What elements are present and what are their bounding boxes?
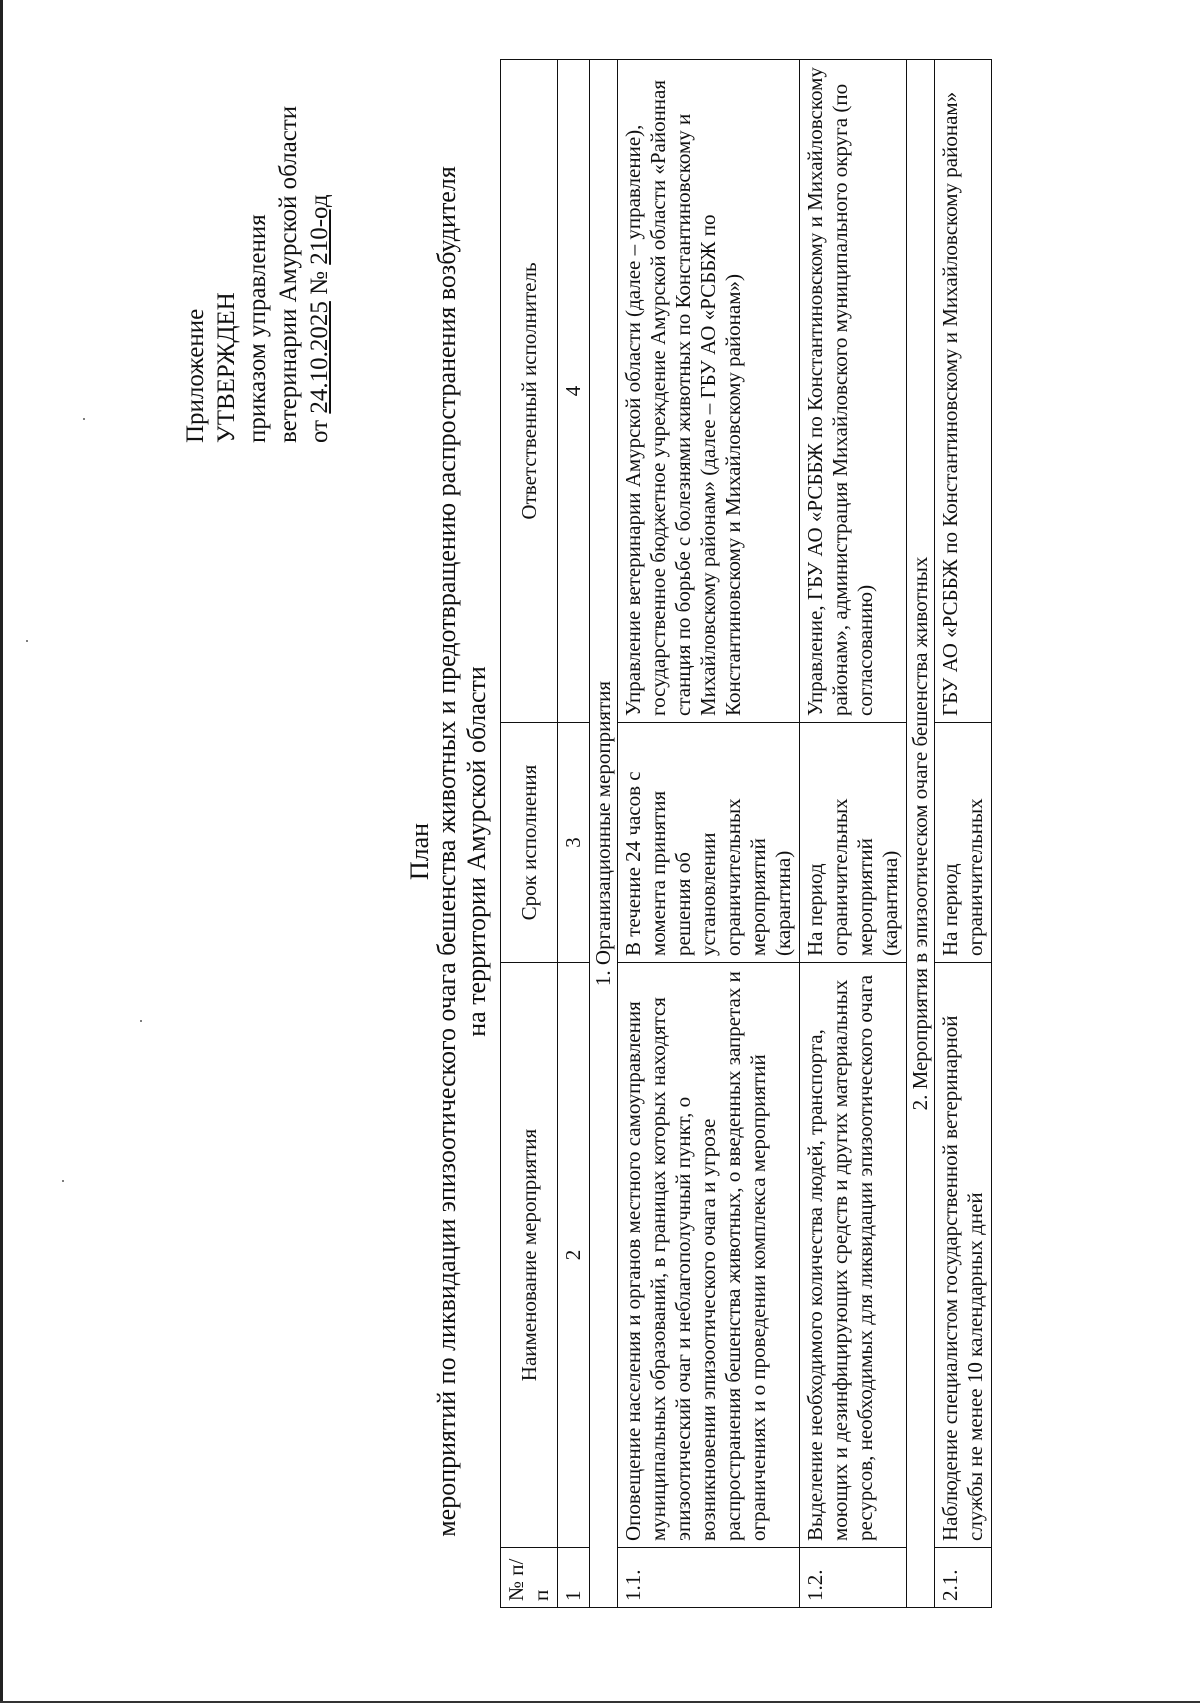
row-term: На период ограничительных мероприятий (карантина): [800, 723, 907, 963]
table-header-row: [501, 60, 558, 1608]
row-term: В течение 24 часов с момента принятия решения об установлении ограничительных мероприятий (карантина): [618, 723, 800, 963]
row-name: Наблюдение специалистом государственной ветеринарной службы не менее 10 календарных дней: [935, 963, 992, 1548]
approval-date: 24.10.2025: [306, 301, 333, 414]
approval-number: 210-од: [306, 194, 333, 265]
table-row: [935, 60, 992, 1608]
plan-subtitle-2: на территории Амурской области: [462, 666, 491, 1037]
section-title: 1. Организационные мероприятия: [590, 60, 618, 1608]
row-executor: ГБУ АО «РСББЖ по Константиновскому и Михайловскому районам»: [935, 60, 992, 723]
table-row: [800, 60, 907, 1608]
section-title: 2. Мероприятия в эпизоотическом очаге бешенства животных: [907, 60, 935, 1608]
row-number: 1.1.: [618, 1548, 800, 1608]
approval-line: ветеринарии Амурской области: [275, 105, 302, 443]
col-number-cell: 3: [558, 723, 590, 963]
col-number-cell: 1: [558, 1548, 590, 1608]
col-number-cell: 4: [558, 60, 590, 723]
row-executor: Управление, ГБУ АО «РСББЖ по Константиновскому и Михайловскому районам», администрация Михайловского муниципального округа (по согласованию): [800, 60, 907, 723]
row-number: 1.2.: [800, 1548, 907, 1608]
row-number: 2.1.: [935, 1548, 992, 1608]
table-colnum-row: [558, 60, 590, 1608]
row-term: На период ограничительных: [935, 723, 992, 963]
date-prefix: от: [306, 413, 333, 443]
col-number-cell: 2: [558, 963, 590, 1548]
approval-block: [180, 106, 335, 443]
section-row: [590, 60, 618, 1608]
row-executor: Управление ветеринарии Амурской области (далее – управление), государственное бюджетное учреждение Амурской области «Районная станция по борьбе с болезнями животных по Константиновскому и Михайловскому районам» (далее – ГБУ АО «РСББЖ по Константиновскому и Михайловскому районам»): [618, 60, 800, 723]
plan-subtitle: мероприятий по ликвидации эпизоотического очага бешенства животных и предотвращению распространения возбудителя: [432, 166, 461, 1537]
section-row: [907, 60, 935, 1608]
number-prefix: №: [306, 264, 333, 302]
plan-table: [500, 59, 992, 1608]
table-header-cell: Срок исполнения: [501, 723, 558, 963]
table-header-cell: № п/п: [501, 1548, 558, 1608]
row-name: Оповещение населения и органов местного самоуправления муниципальных образований, в границах которых находятся эпизоотический очаг и неблагополучный пункт, о возникновении эпизоотического очага и угрозе распространения бешенства животных, о введенных запретах и ограничениях и о проведении комплекса мероприятий: [618, 963, 800, 1548]
row-name: Выделение необходимого количества людей, транспорта, моющих и дезинфицирующих средств и других материальных ресурсов, необходимых для ликвидации эпизоотического очага: [800, 963, 907, 1548]
approval-date-line: [304, 106, 335, 443]
approval-line: приказом управления: [244, 214, 271, 443]
table-row: [618, 60, 800, 1608]
plan-title: План: [405, 822, 434, 881]
table-header-cell: Наименование мероприятия: [501, 963, 558, 1548]
approval-line: УТВЕРЖДЕН: [213, 292, 240, 443]
table-header-cell: Ответственный исполнитель: [501, 60, 558, 723]
approval-line: Приложение: [182, 308, 209, 443]
